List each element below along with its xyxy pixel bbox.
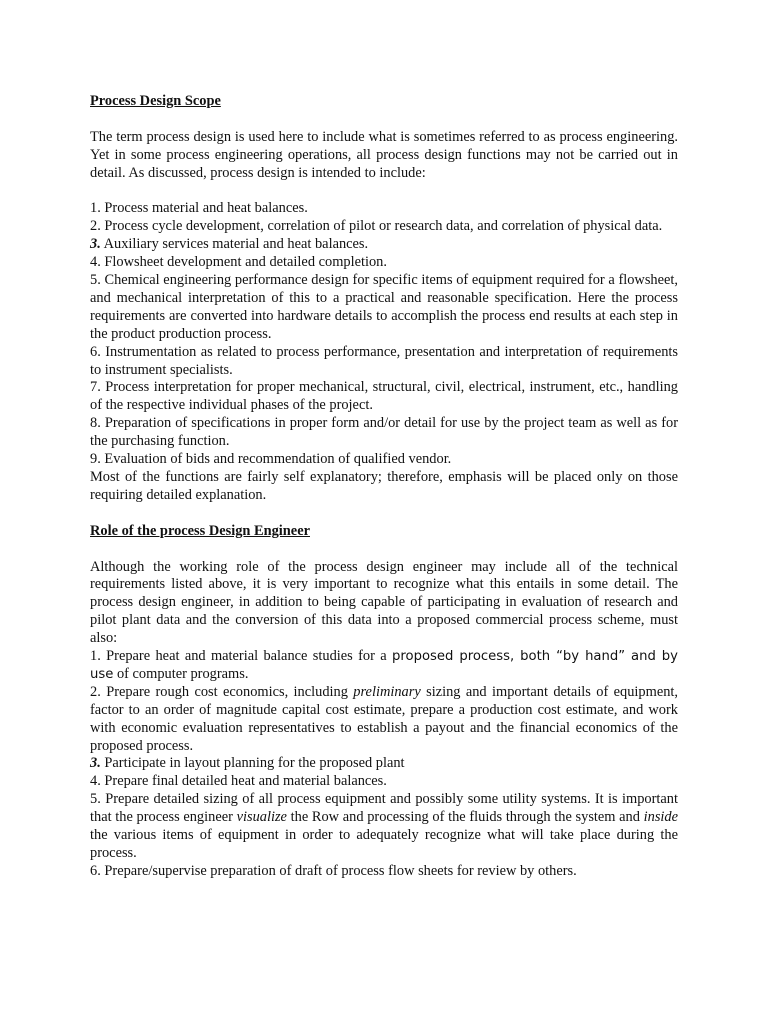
list-item: 7. Process interpretation for proper mechanical, structural, civil, electrical, instrument, etc., handling of the respective individual phases of the project. [90,379,679,414]
role-intro-paragraph: Although the working role of the process design engineer may include all of the technical requirements listed above, it is very important to recognize what this entails in some detail. The process design engineer, in addition to being capable of participating in evaluation of research and pilot plant data and the conversion of this data into a proposed commercial process scheme, must also: [90,558,678,647]
list-item: 9. Evaluation of bids and recommendation of qualified vendor. [90,451,452,468]
section-title-role-of-engineer: Role of the process Design Engineer [90,522,310,539]
closing-paragraph: Most of the functions are fairly self explanatory; therefore, emphasis will be placed only on those requiring detailed explanation. [90,469,678,503]
list-item: 3. Participate in layout planning for the proposed plant [90,755,405,772]
list-item: 4. Prepare final detailed heat and material balances. [90,773,387,790]
list-item: 1. Prepare heat and material balance studies for a proposed process, both “by hand” and by use of computer programs. [90,648,678,682]
list-item: 2. Process cycle development, correlation of pilot or research data, and correlation of physical data. [90,218,663,235]
list-item: 6. Prepare/supervise preparation of draft of process flow sheets for review by others. [90,862,577,879]
document-body [90,93,678,881]
list-item: 2. Prepare rough cost economics, including preliminary sizing and important details of equipment, factor to an order of magnitude capital cost estimate, prepare a production cost estimate, and work with economic evaluation representatives to establish a payout and the financial economics of the proposed process. [90,683,679,754]
list-item: 3. Auxiliary services material and heat balances. [90,236,369,253]
list-item: 5. Chemical engineering performance design for specific items of equipment required for a flowsheet, and mechanical interpretation of this to a practical and reasonable specification. Here the process requirements are converted into hardware details to accomplish the process end results at each step in the product production process. [90,272,678,342]
list-item: 5. Prepare detailed sizing of all process equipment and possibly some utility systems. It is important that the process engineer visualize the Row and processing of the fluids through the system and inside the various items of equipment in order to adequately recognize what will take place during the process. [90,791,679,861]
scope-list [90,200,678,504]
section-title-process-design-scope: Process Design Scope [90,93,221,109]
list-item: 8. Preparation of specifications in proper form and/or detail for use by the project team as well as for the purchasing function. [90,415,678,450]
intro-paragraph: The term process design is used here to include what is sometimes referred to as process engineering. Yet in some process engineering operations, all process design functions may not be carried out in detail. As discussed, process design is intended to include: [90,128,678,181]
list-item: 6. Instrumentation as related to process performance, presentation and interpretation of requirements to instrument specialists. [90,343,678,378]
list-item: 4. Flowsheet development and detailed completion. [90,254,387,271]
role-list [90,648,678,881]
list-item: 1. Process material and heat balances. [90,200,308,217]
